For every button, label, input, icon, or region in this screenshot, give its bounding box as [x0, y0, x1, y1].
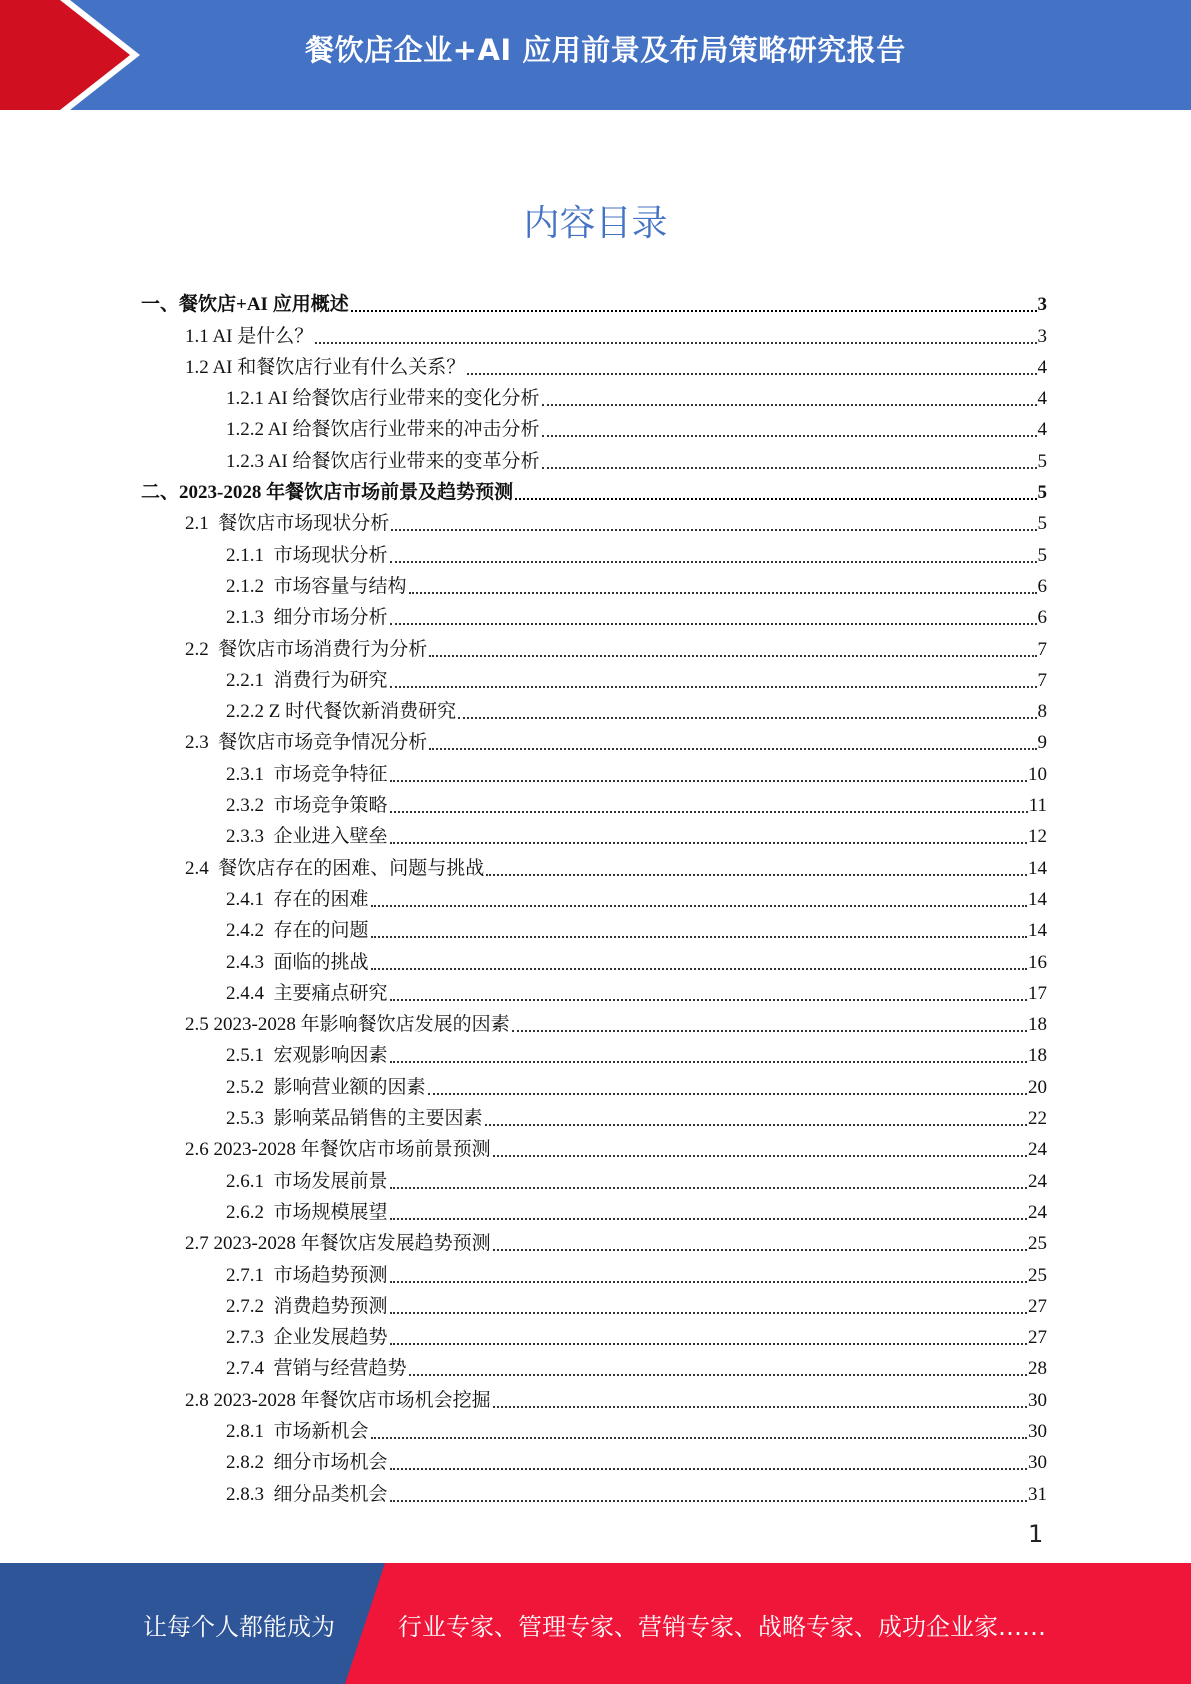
toc-entry-page: 25	[1028, 1264, 1047, 1286]
toc-dot-leader	[390, 623, 1037, 625]
toc-entry[interactable]	[141, 880, 1047, 911]
toc-entry-page: 5	[1037, 513, 1047, 535]
toc-entry[interactable]	[141, 441, 1047, 472]
toc-entry-page: 10	[1028, 763, 1047, 785]
toc-entry[interactable]	[141, 754, 1047, 785]
toc-entry-page: 14	[1028, 857, 1047, 879]
toc-dot-leader	[542, 467, 1037, 469]
toc-entry-title: 2.2.2 Z 时代餐饮新消费研究	[226, 701, 457, 723]
toc-dot-leader	[351, 310, 1037, 312]
toc-dot-leader	[390, 1187, 1027, 1189]
page-number: 1	[1028, 1520, 1044, 1548]
toc-entry-page: 25	[1028, 1233, 1047, 1255]
toc-dot-leader	[390, 811, 1028, 813]
toc-entry-page: 27	[1028, 1295, 1047, 1317]
toc-entry[interactable]	[141, 1099, 1047, 1130]
toc-dot-leader	[390, 1343, 1027, 1345]
report-footer	[0, 1563, 1191, 1684]
toc-entry-title: 2.4.2 存在的问题	[226, 920, 369, 942]
toc-entry[interactable]	[141, 535, 1047, 566]
toc-entry[interactable]	[141, 504, 1047, 535]
toc-entry[interactable]	[141, 1287, 1047, 1318]
table-of-contents	[141, 285, 1047, 1506]
toc-entry-title: 一、餐饮店+AI 应用概述	[141, 294, 349, 316]
toc-entry-page: 30	[1028, 1420, 1047, 1442]
toc-entry[interactable]	[141, 1193, 1047, 1224]
toc-dot-leader	[390, 686, 1037, 688]
toc-entry-title: 2.1 餐饮店市场现状分析	[185, 513, 390, 535]
toc-entry-title: 2.5.2 影响营业额的因素	[226, 1076, 426, 1098]
toc-entry-page: 24	[1028, 1139, 1047, 1161]
toc-entry-title: 2.8.3 细分品类机会	[226, 1483, 388, 1505]
report-title: 餐饮店企业+AI 应用前景及布局策略研究报告	[305, 33, 906, 67]
toc-entry[interactable]	[141, 848, 1047, 879]
toc-entry-title: 1.2.2 AI 给餐饮店行业带来的冲击分析	[226, 419, 540, 441]
toc-dot-leader	[458, 717, 1036, 719]
toc-entry[interactable]	[141, 1067, 1047, 1098]
toc-dot-leader	[390, 1312, 1027, 1314]
toc-dot-leader	[390, 1061, 1027, 1063]
toc-dot-leader	[390, 780, 1027, 782]
toc-heading: 内容目录	[523, 203, 668, 244]
toc-entry-title: 1.1 AI 是什么？	[185, 325, 314, 347]
toc-entry-page: 5	[1037, 544, 1047, 566]
toc-dot-leader	[493, 1155, 1027, 1157]
toc-entry-title: 2.8 2023-2028 年餐饮店市场机会挖掘	[185, 1389, 491, 1411]
toc-entry[interactable]	[141, 1005, 1047, 1036]
toc-entry-page: 24	[1028, 1170, 1047, 1192]
toc-entry[interactable]	[141, 348, 1047, 379]
footer-slogan-right: 行业专家、管理专家、营销专家、战略专家、成功企业家……	[398, 1613, 1046, 1641]
toc-entry-title: 2.7.4 营销与经营趋势	[226, 1358, 407, 1380]
toc-entry-title: 2.1.3 细分市场分析	[226, 607, 388, 629]
toc-entry-title: 2.3.2 市场竞争策略	[226, 795, 388, 817]
toc-entry[interactable]	[141, 1036, 1047, 1067]
toc-dot-leader	[390, 1281, 1027, 1283]
toc-entry[interactable]	[141, 567, 1047, 598]
toc-entry-page: 20	[1028, 1076, 1047, 1098]
toc-entry-title: 2.6.2 市场规模展望	[226, 1201, 388, 1223]
toc-dot-leader	[429, 655, 1036, 657]
toc-entry[interactable]	[141, 316, 1047, 347]
toc-entry-title: 2.2 餐饮店市场消费行为分析	[185, 638, 428, 660]
toc-entry-title: 2.1.2 市场容量与结构	[226, 575, 407, 597]
toc-entry-page: 27	[1028, 1327, 1047, 1349]
toc-dot-leader	[390, 1468, 1027, 1470]
toc-entry-page: 18	[1028, 1014, 1047, 1036]
toc-entry-title: 2.3 餐饮店市场竞争情况分析	[185, 732, 428, 754]
toc-entry[interactable]	[141, 692, 1047, 723]
toc-entry[interactable]	[141, 379, 1047, 410]
toc-dot-leader	[542, 404, 1037, 406]
toc-dot-leader	[409, 592, 1037, 594]
toc-entry-title: 1.2.3 AI 给餐饮店行业带来的变革分析	[226, 450, 540, 472]
toc-entry-page: 18	[1028, 1045, 1047, 1067]
toc-entry-title: 2.3.3 企业进入壁垒	[226, 826, 388, 848]
toc-entry-page: 28	[1028, 1358, 1047, 1380]
toc-entry[interactable]	[141, 1318, 1047, 1349]
toc-entry[interactable]	[141, 817, 1047, 848]
report-header	[0, 0, 1191, 110]
toc-entry[interactable]	[141, 473, 1047, 504]
toc-dot-leader	[429, 748, 1036, 750]
toc-entry-page: 24	[1028, 1201, 1047, 1223]
toc-entry-title: 2.5.1 宏观影响因素	[226, 1045, 388, 1067]
toc-entry-title: 2.4.4 主要痛点研究	[226, 982, 388, 1004]
toc-entry-page: 14	[1028, 920, 1047, 942]
toc-entry-page: 16	[1028, 951, 1047, 973]
toc-entry[interactable]	[141, 1443, 1047, 1474]
toc-entry-page: 5	[1037, 450, 1047, 472]
toc-dot-leader	[515, 498, 1036, 500]
toc-entry[interactable]	[141, 629, 1047, 660]
toc-entry[interactable]	[141, 1412, 1047, 1443]
toc-dot-leader	[409, 1374, 1027, 1376]
toc-dot-leader	[493, 1406, 1027, 1408]
toc-dot-leader	[542, 435, 1037, 437]
toc-dot-leader	[315, 342, 1036, 344]
toc-entry-title: 2.6 2023-2028 年餐饮店市场前景预测	[185, 1139, 491, 1161]
toc-entry[interactable]	[141, 911, 1047, 942]
toc-entry-page: 31	[1028, 1483, 1047, 1505]
toc-entry-title: 2.8.2 细分市场机会	[226, 1452, 388, 1474]
toc-entry-page: 30	[1028, 1452, 1047, 1474]
toc-entry[interactable]	[141, 974, 1047, 1005]
toc-entry-title: 2.4 餐饮店存在的困难、问题与挑战	[185, 857, 485, 879]
toc-entry[interactable]	[141, 1380, 1047, 1411]
toc-entry-title: 2.5 2023-2028 年影响餐饮店发展的因素	[185, 1014, 510, 1036]
toc-entry-title: 2.2.1 消费行为研究	[226, 669, 388, 691]
toc-entry[interactable]	[141, 410, 1047, 441]
toc-dot-leader	[371, 968, 1027, 970]
toc-entry[interactable]	[141, 723, 1047, 754]
toc-dot-leader	[493, 1249, 1027, 1251]
toc-entry-page: 8	[1037, 701, 1047, 723]
toc-dot-leader	[390, 1218, 1027, 1220]
toc-entry-page: 5	[1037, 482, 1047, 504]
toc-entry-page: 6	[1037, 575, 1047, 597]
toc-entry-page: 17	[1028, 982, 1047, 1004]
toc-entry-page: 3	[1037, 325, 1047, 347]
toc-entry[interactable]	[141, 942, 1047, 973]
toc-dot-leader	[428, 1093, 1027, 1095]
toc-dot-leader	[467, 373, 1036, 375]
toc-dot-leader	[486, 874, 1027, 876]
toc-entry[interactable]	[141, 1349, 1047, 1380]
footer-slogan-left: 让每个人都能成为	[143, 1613, 335, 1641]
toc-entry[interactable]	[141, 598, 1047, 629]
toc-entry-page: 12	[1028, 826, 1047, 848]
toc-entry-page: 22	[1028, 1108, 1047, 1130]
toc-dot-leader	[371, 905, 1027, 907]
toc-dot-leader	[390, 842, 1027, 844]
toc-dot-leader	[512, 1030, 1027, 1032]
toc-entry-title: 2.5.3 影响菜品销售的主要因素	[226, 1108, 483, 1130]
toc-dot-leader	[485, 1124, 1027, 1126]
toc-entry[interactable]	[141, 1474, 1047, 1505]
toc-entry-page: 6	[1037, 607, 1047, 629]
toc-dot-leader	[391, 529, 1036, 531]
toc-entry-title: 2.4.3 面临的挑战	[226, 951, 369, 973]
toc-entry-title: 2.8.1 市场新机会	[226, 1420, 369, 1442]
toc-entry-page: 4	[1037, 419, 1047, 441]
toc-entry-page: 4	[1037, 388, 1047, 410]
toc-dot-leader	[390, 1500, 1027, 1502]
toc-entry[interactable]	[141, 1224, 1047, 1255]
toc-entry-title: 1.2 AI 和餐饮店行业有什么关系？	[185, 356, 466, 378]
toc-entry-title: 2.3.1 市场竞争特征	[226, 763, 388, 785]
toc-entry-title: 2.6.1 市场发展前景	[226, 1170, 388, 1192]
toc-entry-title: 2.7.2 消费趋势预测	[226, 1295, 388, 1317]
toc-dot-leader	[371, 936, 1027, 938]
toc-entry-page: 30	[1028, 1389, 1047, 1411]
toc-entry-title: 2.4.1 存在的困难	[226, 888, 369, 910]
toc-entry[interactable]	[141, 1130, 1047, 1161]
toc-dot-leader	[390, 561, 1037, 563]
toc-dot-leader	[390, 999, 1027, 1001]
toc-entry[interactable]	[141, 661, 1047, 692]
toc-entry-title: 1.2.1 AI 给餐饮店行业带来的变化分析	[226, 388, 540, 410]
toc-entry-page: 7	[1037, 638, 1047, 660]
toc-entry-title: 2.7.3 企业发展趋势	[226, 1327, 388, 1349]
toc-entry-page: 11	[1028, 795, 1047, 817]
toc-entry-page: 9	[1037, 732, 1047, 754]
toc-entry[interactable]	[141, 786, 1047, 817]
toc-entry-page: 7	[1037, 669, 1047, 691]
toc-entry-title: 2.7.1 市场趋势预测	[226, 1264, 388, 1286]
toc-entry-title: 二、2023-2028 年餐饮店市场前景及趋势预测	[141, 482, 514, 504]
toc-entry-title: 2.1.1 市场现状分析	[226, 544, 388, 566]
toc-entry-page: 4	[1037, 356, 1047, 378]
toc-entry-page: 3	[1037, 294, 1047, 316]
toc-entry[interactable]	[141, 1255, 1047, 1286]
toc-entry[interactable]	[141, 1161, 1047, 1192]
toc-entry-page: 14	[1028, 888, 1047, 910]
toc-dot-leader	[371, 1437, 1027, 1439]
toc-entry[interactable]	[141, 285, 1047, 316]
toc-entry-title: 2.7 2023-2028 年餐饮店发展趋势预测	[185, 1233, 491, 1255]
